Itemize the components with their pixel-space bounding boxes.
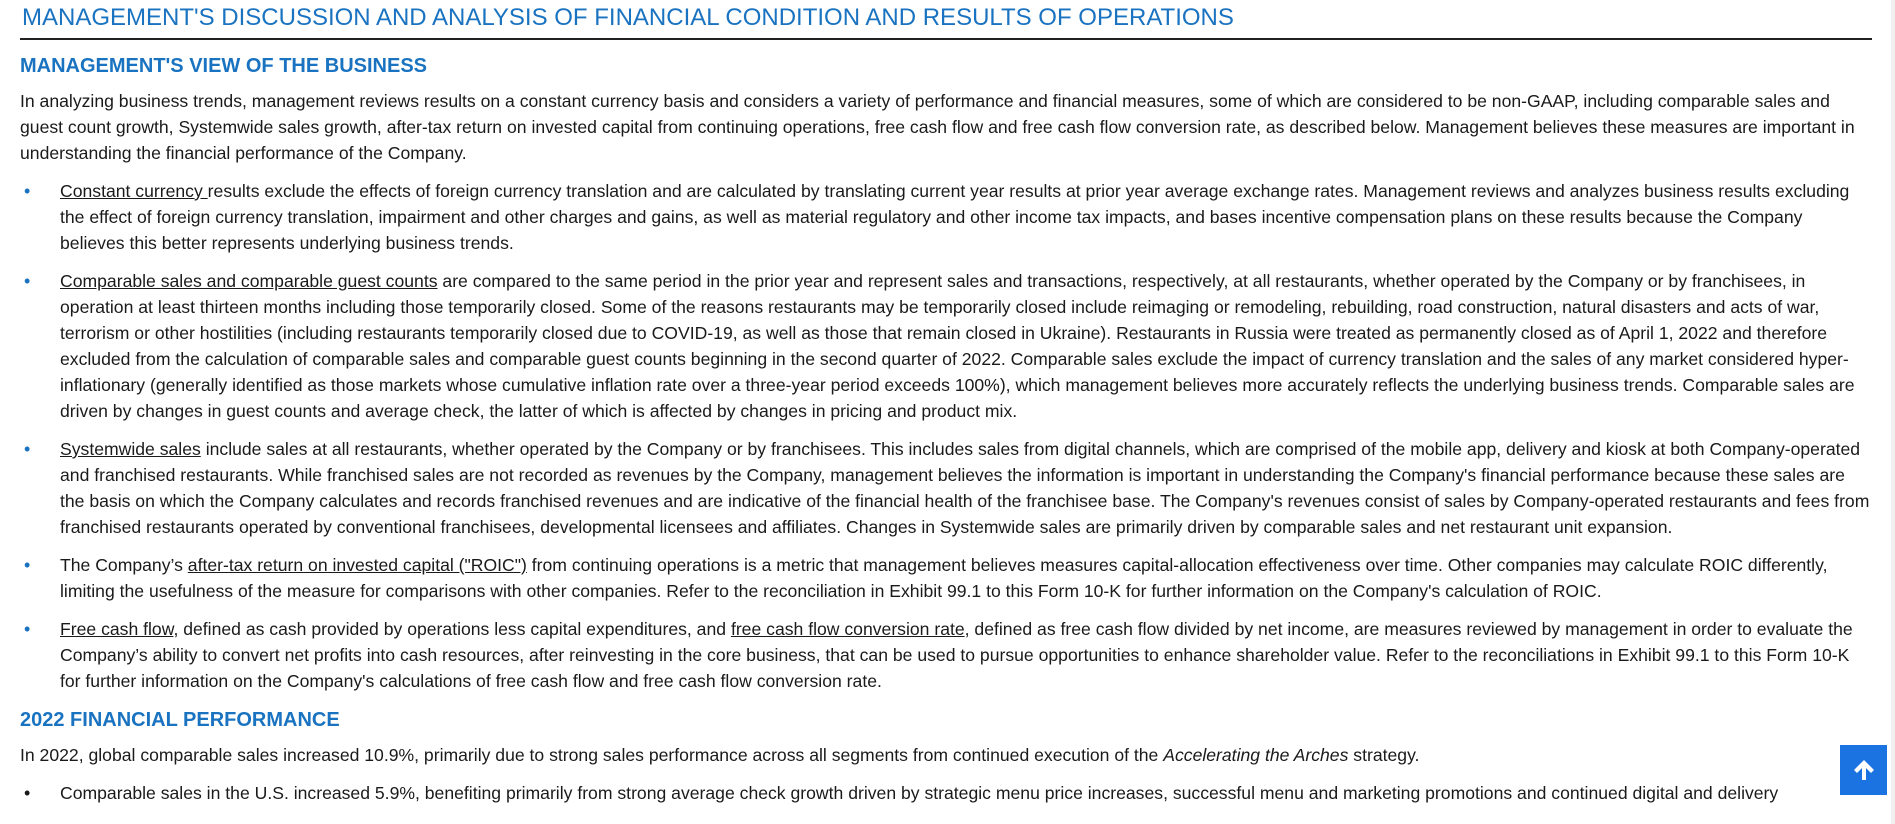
performance-intro-paragraph <box>20 742 1870 768</box>
term-roic: after-tax return on invested capital ("ROIC") <box>187 555 527 575</box>
bullet-icon: • <box>24 555 31 575</box>
document-title: MANAGEMENT'S DISCUSSION AND ANALYSIS OF FINANCIAL CONDITION AND RESULTS OF OPERATIONS <box>20 0 1872 40</box>
bullet-text: Comparable sales in the U.S. increased 5.9%, benefiting primarily from strong average check growth driven by strategic menu price increases, successful menu and marketing promotions and continued digital and delivery <box>60 783 1779 803</box>
term-comparable-sales: Comparable sales and comparable guest counts <box>60 271 438 291</box>
bullet-icon: • <box>24 783 31 803</box>
term-constant-currency: Constant currency <box>60 181 208 201</box>
performance-intro-start: In 2022, global comparable sales increased 10.9%, primarily due to strong sales performance across all segments from continued execution of the <box>20 745 1164 765</box>
bullet-text: results exclude the effects of foreign currency translation and are calculated by translating current year results at prior year average exchange rates. Management reviews and analyzes business results excluding the effect of foreign currency translation, impairment and other charges and gains, as well as material regulatory and other income tax impacts, and bases incentive compensation plans on these results because the Company believes this better represents underlying business trends. <box>60 181 1850 253</box>
bullet-icon: • <box>24 271 31 291</box>
arrow-up-icon <box>1851 757 1877 783</box>
list-item-constant-currency <box>20 178 1870 256</box>
scrollbar[interactable] <box>1891 0 1895 824</box>
term-systemwide-sales: Systemwide sales <box>60 439 201 459</box>
performance-intro-end: strategy. <box>1348 745 1420 765</box>
term-free-cash-flow: Free cash flow <box>60 619 174 639</box>
bullet-prefix: The Company’s <box>60 555 188 575</box>
bullet-text: , defined as free cash flow divided by net income, are measures reviewed by management in order to evaluate the Company’s ability to convert net profits into cash resources, after reinvesting in the core business, that can be used to pursue opportunities to enhance shareholder value. Refer to the reconciliations in Exhibit 99.1 to this Form 10-K for further information on the Company's calculations of free cash flow and free cash flow conversion rate. <box>60 619 1853 691</box>
bullet-text: from continuing operations is a metric that management believes measures capital-allocation effectiveness over time. Other companies may calculate ROIC differently, limiting the usefulness of the measure for comparisons with other companies. Refer to the reconciliation in Exhibit 99.1 to this Form 10-K for further information on the Company's calculation of ROIC. <box>60 555 1828 601</box>
view-bullet-list <box>20 178 1870 694</box>
bullet-icon: • <box>24 439 31 459</box>
list-item-free-cash-flow <box>20 616 1870 694</box>
list-item-us-comparable-sales <box>20 780 1870 806</box>
section-heading-view: MANAGEMENT'S VIEW OF THE BUSINESS <box>20 55 428 77</box>
scroll-to-top-button[interactable] <box>1840 745 1887 795</box>
bullet-icon: • <box>24 619 31 639</box>
bullet-text: , defined as cash provided by operations less capital expenditures, and <box>173 619 731 639</box>
view-intro-paragraph: In analyzing business trends, management reviews results on a constant currency basis and considers a variety of performance and financial measures, some of which are considered to be non-GAAP, including comparable sales and guest count growth, Systemwide sales growth, after-tax return on invested capital from continuing operations, free cash flow and free cash flow conversion rate, as described below. Management believes these measures are important in understanding the financial performance of the Company. <box>20 91 1855 163</box>
bullet-text: include sales at all restaurants, whether operated by the Company or by franchisees. This includes sales from digital channels, which are comprised of the mobile app, delivery and kiosk at both Company-operated and franchised restaurants. While franchised sales are not recorded as revenues by the Company, management believes the information is important in understanding the Company's financial performance because these sales are the basis on which the Company calculates and records franchised revenues and are indicative of the financial health of the franchisee base. The Company's revenues consist of sales by Company-operated restaurants and fees from franchised restaurants operated by conventional franchisees, developmental licensees and affiliates. Changes in Systemwide sales are primarily driven by comparable sales and net restaurant unit expansion. <box>60 439 1870 537</box>
list-item-systemwide-sales <box>20 436 1870 540</box>
list-item-comparable-sales <box>20 268 1870 424</box>
term-free-cash-flow-conversion-rate: free cash flow conversion rate <box>730 619 965 639</box>
performance-bullet-list <box>20 780 1870 806</box>
list-item-roic <box>20 552 1870 604</box>
bullet-text: are compared to the same period in the prior year and represent sales and transactions, respectively, at all restaurants, whether operated by the Company or by franchisees, in operation at least thirteen months including those temporarily closed. Some of the reasons restaurants may be temporarily closed include reimaging or remodeling, rebuilding, road construction, natural disasters and acts of war, terrorism or other hostilities (including restaurants temporarily closed due to COVID-19, as well as those that remain closed in Ukraine). Restaurants in Russia were treated as permanently closed as of April 1, 2022 and therefore excluded from the calculation of comparable sales and comparable guest counts beginning in the second quarter of 2022. Comparable sales exclude the impact of currency translation and the sales of any market considered hyper-inflationary (generally identified as those markets whose cumulative inflation rate over a three-year period exceeds 100%), which management believes more accurately reflects the underlying business trends. Comparable sales are driven by changes in guest counts and average check, the latter of which is affected by changes in pricing and product mix. <box>60 271 1855 421</box>
bullet-icon: • <box>24 181 31 201</box>
strategy-name: Accelerating the Arches <box>1163 745 1349 765</box>
section-heading-performance: 2022 FINANCIAL PERFORMANCE <box>20 709 340 731</box>
